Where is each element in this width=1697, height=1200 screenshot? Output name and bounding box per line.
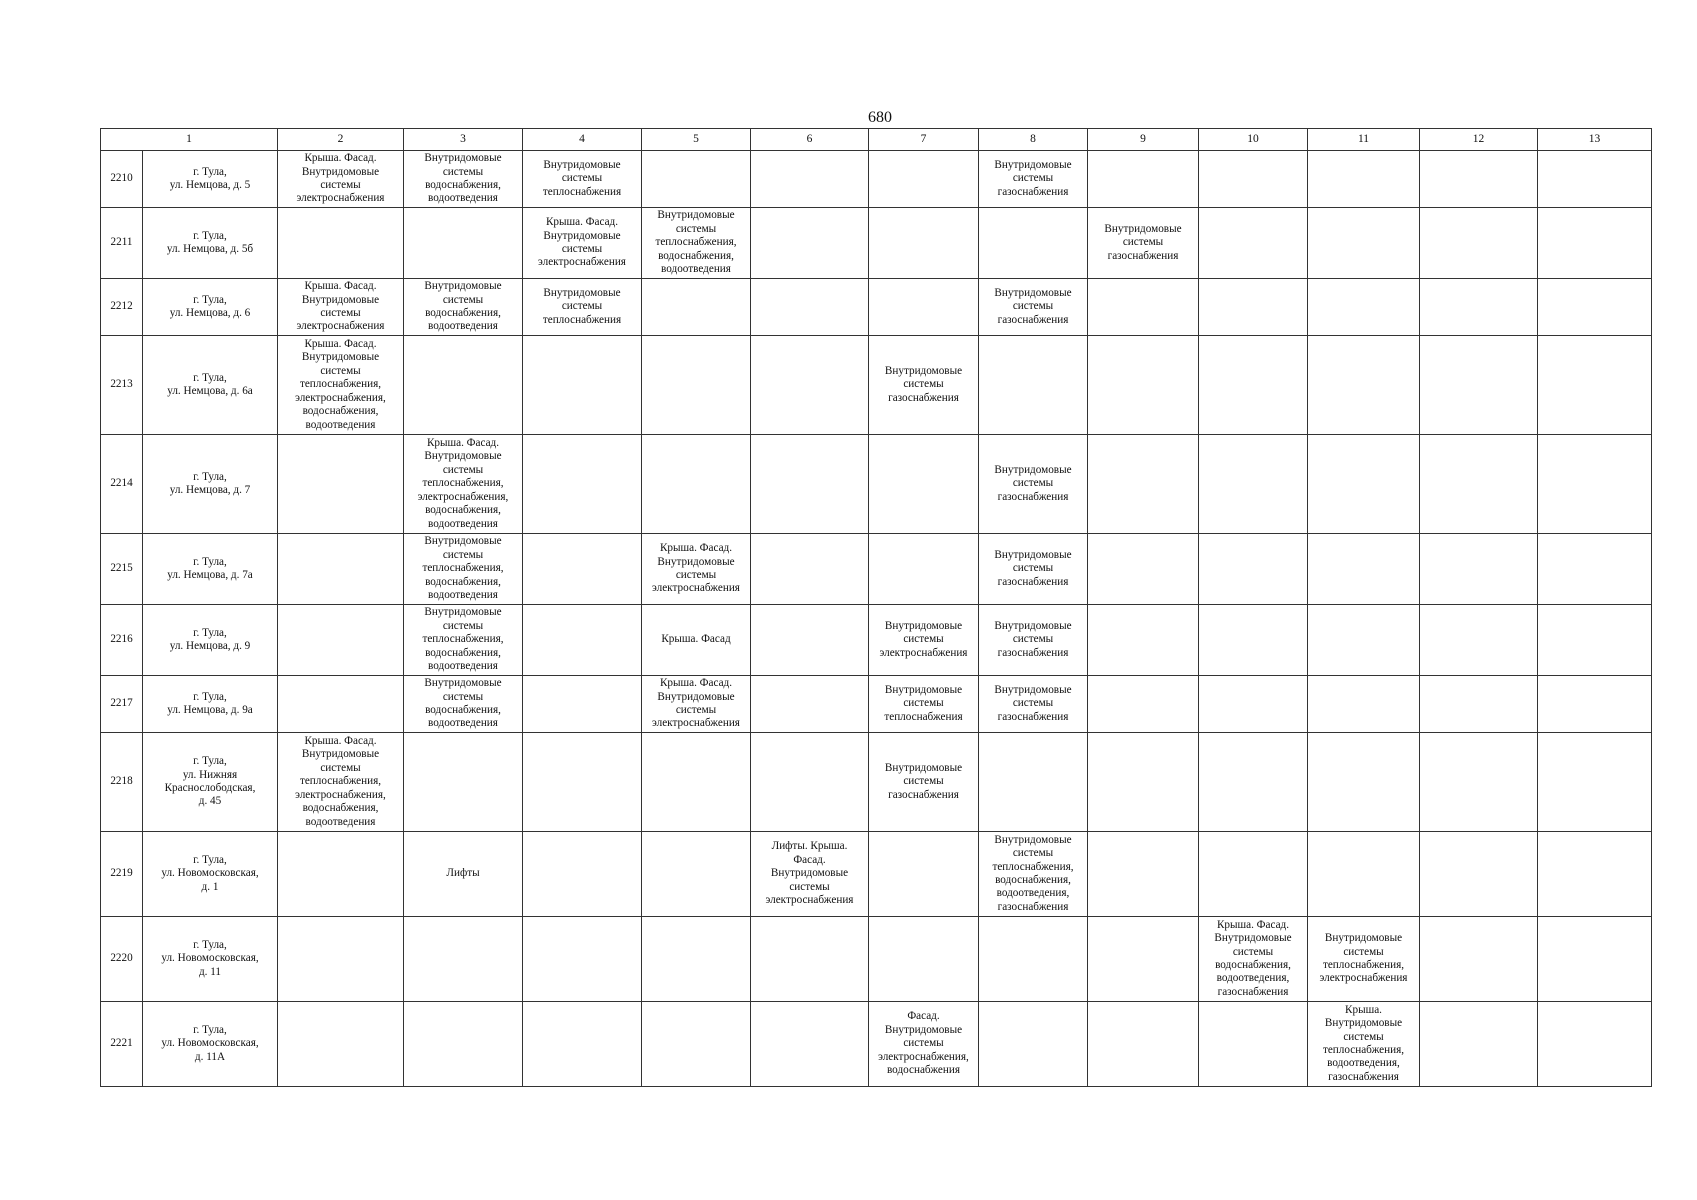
row-number: 2217 (101, 676, 143, 733)
work-cell (1088, 279, 1199, 336)
column-number: 5 (642, 129, 751, 151)
address-cell: г. Тула, ул. Немцова, д. 6 (143, 279, 278, 336)
work-cell (751, 676, 869, 733)
work-cell: Крыша. Фасад. Внутридомовые системы водоснабжения, водоотведения, газоснабжения (1199, 917, 1308, 1002)
repair-schedule-table (100, 128, 1652, 1087)
work-cell (1308, 605, 1420, 676)
column-number: 3 (404, 129, 523, 151)
work-cell (869, 208, 979, 279)
work-cell (1538, 832, 1652, 917)
work-cell (1088, 1002, 1199, 1087)
address-cell: г. Тула, ул. Немцова, д. 7а (143, 534, 278, 605)
work-cell (1088, 917, 1199, 1002)
work-cell (869, 151, 979, 208)
table-row (101, 676, 1652, 733)
work-cell (1088, 435, 1199, 534)
work-cell (869, 832, 979, 917)
address-cell: г. Тула, ул. Новомосковская, д. 11 (143, 917, 278, 1002)
work-cell: Внутридомовые системы газоснабжения (869, 336, 979, 435)
row-number: 2213 (101, 336, 143, 435)
work-cell (278, 1002, 404, 1087)
row-number: 2216 (101, 605, 143, 676)
work-cell (1308, 336, 1420, 435)
work-cell (869, 435, 979, 534)
work-cell (1538, 208, 1652, 279)
table-row (101, 336, 1652, 435)
address-cell: г. Тула, ул. Немцова, д. 9 (143, 605, 278, 676)
address-cell: г. Тула, ул. Немцова, д. 5 (143, 151, 278, 208)
work-cell (1420, 676, 1538, 733)
work-cell (1308, 534, 1420, 605)
column-number-row (101, 129, 1652, 151)
work-cell (1420, 1002, 1538, 1087)
work-cell: Внутридомовые системы теплоснабжения (523, 279, 642, 336)
work-cell: Крыша. Фасад. Внутридомовые системы теплоснабжения, электроснабжения, водоснабжения, водоотведения (404, 435, 523, 534)
work-cell (1088, 832, 1199, 917)
table-row (101, 279, 1652, 336)
work-cell: Крыша. Фасад. Внутридомовые системы электроснабжения (278, 279, 404, 336)
work-cell: Внутридомовые системы теплоснабжения, водоснабжения, водоотведения (404, 534, 523, 605)
work-cell (751, 605, 869, 676)
row-number: 2214 (101, 435, 143, 534)
work-cell (1538, 676, 1652, 733)
address-cell: г. Тула, ул. Немцова, д. 5б (143, 208, 278, 279)
row-number: 2210 (101, 151, 143, 208)
column-number: 12 (1420, 129, 1538, 151)
work-cell: Внутридомовые системы теплоснабжения (869, 676, 979, 733)
work-cell (869, 917, 979, 1002)
work-cell (1199, 208, 1308, 279)
work-cell (523, 336, 642, 435)
column-number: 7 (869, 129, 979, 151)
work-cell (1199, 1002, 1308, 1087)
work-cell (404, 336, 523, 435)
work-cell (1420, 917, 1538, 1002)
row-number: 2219 (101, 832, 143, 917)
work-cell: Внутридомовые системы газоснабжения (869, 733, 979, 832)
work-cell (1538, 435, 1652, 534)
work-cell (404, 1002, 523, 1087)
work-cell (1538, 336, 1652, 435)
work-cell (751, 733, 869, 832)
row-number: 2221 (101, 1002, 143, 1087)
work-cell (979, 1002, 1088, 1087)
work-cell (1420, 435, 1538, 534)
work-cell: Фасад. Внутридомовые системы электроснабжения, водоснабжения (869, 1002, 979, 1087)
work-cell (523, 435, 642, 534)
work-cell (642, 151, 751, 208)
table-row (101, 917, 1652, 1002)
work-cell: Крыша. Фасад. Внутридомовые системы теплоснабжения, электроснабжения, водоснабжения, водоотведения (278, 733, 404, 832)
column-number: 4 (523, 129, 642, 151)
work-cell (1420, 534, 1538, 605)
work-cell (278, 208, 404, 279)
work-cell (1538, 605, 1652, 676)
work-cell: Крыша. Фасад. Внутридомовые системы теплоснабжения, электроснабжения, водоснабжения, водоотведения (278, 336, 404, 435)
work-cell (523, 534, 642, 605)
work-cell: Внутридомовые системы электроснабжения (869, 605, 979, 676)
table-row (101, 605, 1652, 676)
work-cell (1088, 534, 1199, 605)
work-cell (1538, 733, 1652, 832)
work-cell (751, 534, 869, 605)
work-cell (642, 733, 751, 832)
column-number: 1 (101, 129, 278, 151)
work-cell: Крыша. Фасад. Внутридомовые системы электроснабжения (278, 151, 404, 208)
work-cell: Внутридомовые системы теплоснабжения, электроснабжения (1308, 917, 1420, 1002)
work-cell (751, 151, 869, 208)
work-cell (751, 279, 869, 336)
work-cell (1538, 534, 1652, 605)
work-cell: Крыша. Фасад. Внутридомовые системы электроснабжения (642, 534, 751, 605)
work-cell: Крыша. Фасад. Внутридомовые системы электроснабжения (523, 208, 642, 279)
work-cell: Внутридомовые системы теплоснабжения, водоснабжения, водоотведения, газоснабжения (979, 832, 1088, 917)
work-cell (1308, 208, 1420, 279)
work-cell (1308, 435, 1420, 534)
column-number: 2 (278, 129, 404, 151)
work-cell: Внутридомовые системы газоснабжения (979, 435, 1088, 534)
work-cell: Внутридомовые системы водоснабжения, водоотведения (404, 676, 523, 733)
work-cell (751, 917, 869, 1002)
work-cell: Внутридомовые системы газоснабжения (979, 534, 1088, 605)
work-cell: Внутридомовые системы теплоснабжения, водоснабжения, водоотведения (404, 605, 523, 676)
work-cell (523, 676, 642, 733)
table-row (101, 435, 1652, 534)
column-number: 9 (1088, 129, 1199, 151)
table-row (101, 1002, 1652, 1087)
work-cell (278, 676, 404, 733)
work-cell (278, 832, 404, 917)
address-cell: г. Тула, ул. Новомосковская, д. 1 (143, 832, 278, 917)
work-cell (1420, 151, 1538, 208)
work-cell: Внутридомовые системы газоснабжения (979, 151, 1088, 208)
work-cell (979, 208, 1088, 279)
work-cell (523, 917, 642, 1002)
work-cell (1088, 676, 1199, 733)
work-cell (979, 336, 1088, 435)
row-number: 2218 (101, 733, 143, 832)
column-number: 8 (979, 129, 1088, 151)
work-cell (1420, 832, 1538, 917)
work-cell: Внутридомовые системы теплоснабжения (523, 151, 642, 208)
work-cell (642, 435, 751, 534)
work-cell (1199, 733, 1308, 832)
work-cell (869, 279, 979, 336)
work-cell (523, 605, 642, 676)
row-number: 2215 (101, 534, 143, 605)
table-row (101, 208, 1652, 279)
work-cell (642, 336, 751, 435)
work-cell (1199, 676, 1308, 733)
row-number: 2212 (101, 279, 143, 336)
work-cell (1199, 832, 1308, 917)
work-cell (1088, 336, 1199, 435)
work-cell (1199, 534, 1308, 605)
table-row (101, 151, 1652, 208)
address-cell: г. Тула, ул. Немцова, д. 9а (143, 676, 278, 733)
work-cell (1538, 1002, 1652, 1087)
work-cell: Внутридомовые системы газоснабжения (979, 279, 1088, 336)
row-number: 2211 (101, 208, 143, 279)
work-cell (1199, 151, 1308, 208)
work-cell: Крыша. Внутридомовые системы теплоснабжения, водоотведения, газоснабжения (1308, 1002, 1420, 1087)
work-cell (1538, 279, 1652, 336)
work-cell (1088, 733, 1199, 832)
work-cell (1420, 733, 1538, 832)
work-cell (642, 279, 751, 336)
work-cell: Внутридомовые системы газоснабжения (1088, 208, 1199, 279)
work-cell (642, 917, 751, 1002)
work-cell (1420, 208, 1538, 279)
work-cell: Крыша. Фасад (642, 605, 751, 676)
work-cell: Лифты (404, 832, 523, 917)
table-row (101, 534, 1652, 605)
work-cell (1308, 279, 1420, 336)
work-cell (523, 1002, 642, 1087)
table-row (101, 832, 1652, 917)
work-cell (1199, 336, 1308, 435)
work-cell (1538, 917, 1652, 1002)
address-cell: г. Тула, ул. Нижняя Краснослободская, д. 45 (143, 733, 278, 832)
work-cell (1420, 336, 1538, 435)
work-cell (278, 605, 404, 676)
work-cell: Внутридомовые системы газоснабжения (979, 676, 1088, 733)
work-cell (1420, 279, 1538, 336)
table-row (101, 733, 1652, 832)
work-cell: Внутридомовые системы газоснабжения (979, 605, 1088, 676)
column-number: 6 (751, 129, 869, 151)
work-cell: Крыша. Фасад. Внутридомовые системы электроснабжения (642, 676, 751, 733)
work-cell: Внутридомовые системы водоснабжения, водоотведения (404, 151, 523, 208)
page-number: 680 (868, 109, 892, 126)
work-cell (1308, 151, 1420, 208)
work-cell: Внутридомовые системы теплоснабжения, водоснабжения, водоотведения (642, 208, 751, 279)
address-cell: г. Тула, ул. Немцова, д. 6а (143, 336, 278, 435)
work-cell (1538, 151, 1652, 208)
work-cell (642, 1002, 751, 1087)
address-cell: г. Тула, ул. Немцова, д. 7 (143, 435, 278, 534)
work-cell: Внутридомовые системы водоснабжения, водоотведения (404, 279, 523, 336)
work-cell (404, 733, 523, 832)
work-cell (1308, 832, 1420, 917)
work-cell (869, 534, 979, 605)
work-cell (1199, 435, 1308, 534)
work-cell (1199, 279, 1308, 336)
work-cell (1088, 151, 1199, 208)
column-number: 13 (1538, 129, 1652, 151)
work-cell (278, 917, 404, 1002)
work-cell (1420, 605, 1538, 676)
work-cell (751, 208, 869, 279)
work-cell: Лифты. Крыша. Фасад. Внутридомовые системы электроснабжения (751, 832, 869, 917)
work-cell (979, 917, 1088, 1002)
work-cell (404, 917, 523, 1002)
work-cell (1199, 605, 1308, 676)
work-cell (642, 832, 751, 917)
work-cell (1308, 733, 1420, 832)
work-cell (278, 534, 404, 605)
work-cell (278, 435, 404, 534)
work-cell (751, 1002, 869, 1087)
work-cell (1088, 605, 1199, 676)
work-cell (523, 733, 642, 832)
address-cell: г. Тула, ул. Новомосковская, д. 11А (143, 1002, 278, 1087)
row-number: 2220 (101, 917, 143, 1002)
column-number: 10 (1199, 129, 1308, 151)
work-cell (979, 733, 1088, 832)
work-cell (1308, 676, 1420, 733)
work-cell (751, 435, 869, 534)
work-cell (523, 832, 642, 917)
column-number: 11 (1308, 129, 1420, 151)
work-cell (404, 208, 523, 279)
work-cell (751, 336, 869, 435)
